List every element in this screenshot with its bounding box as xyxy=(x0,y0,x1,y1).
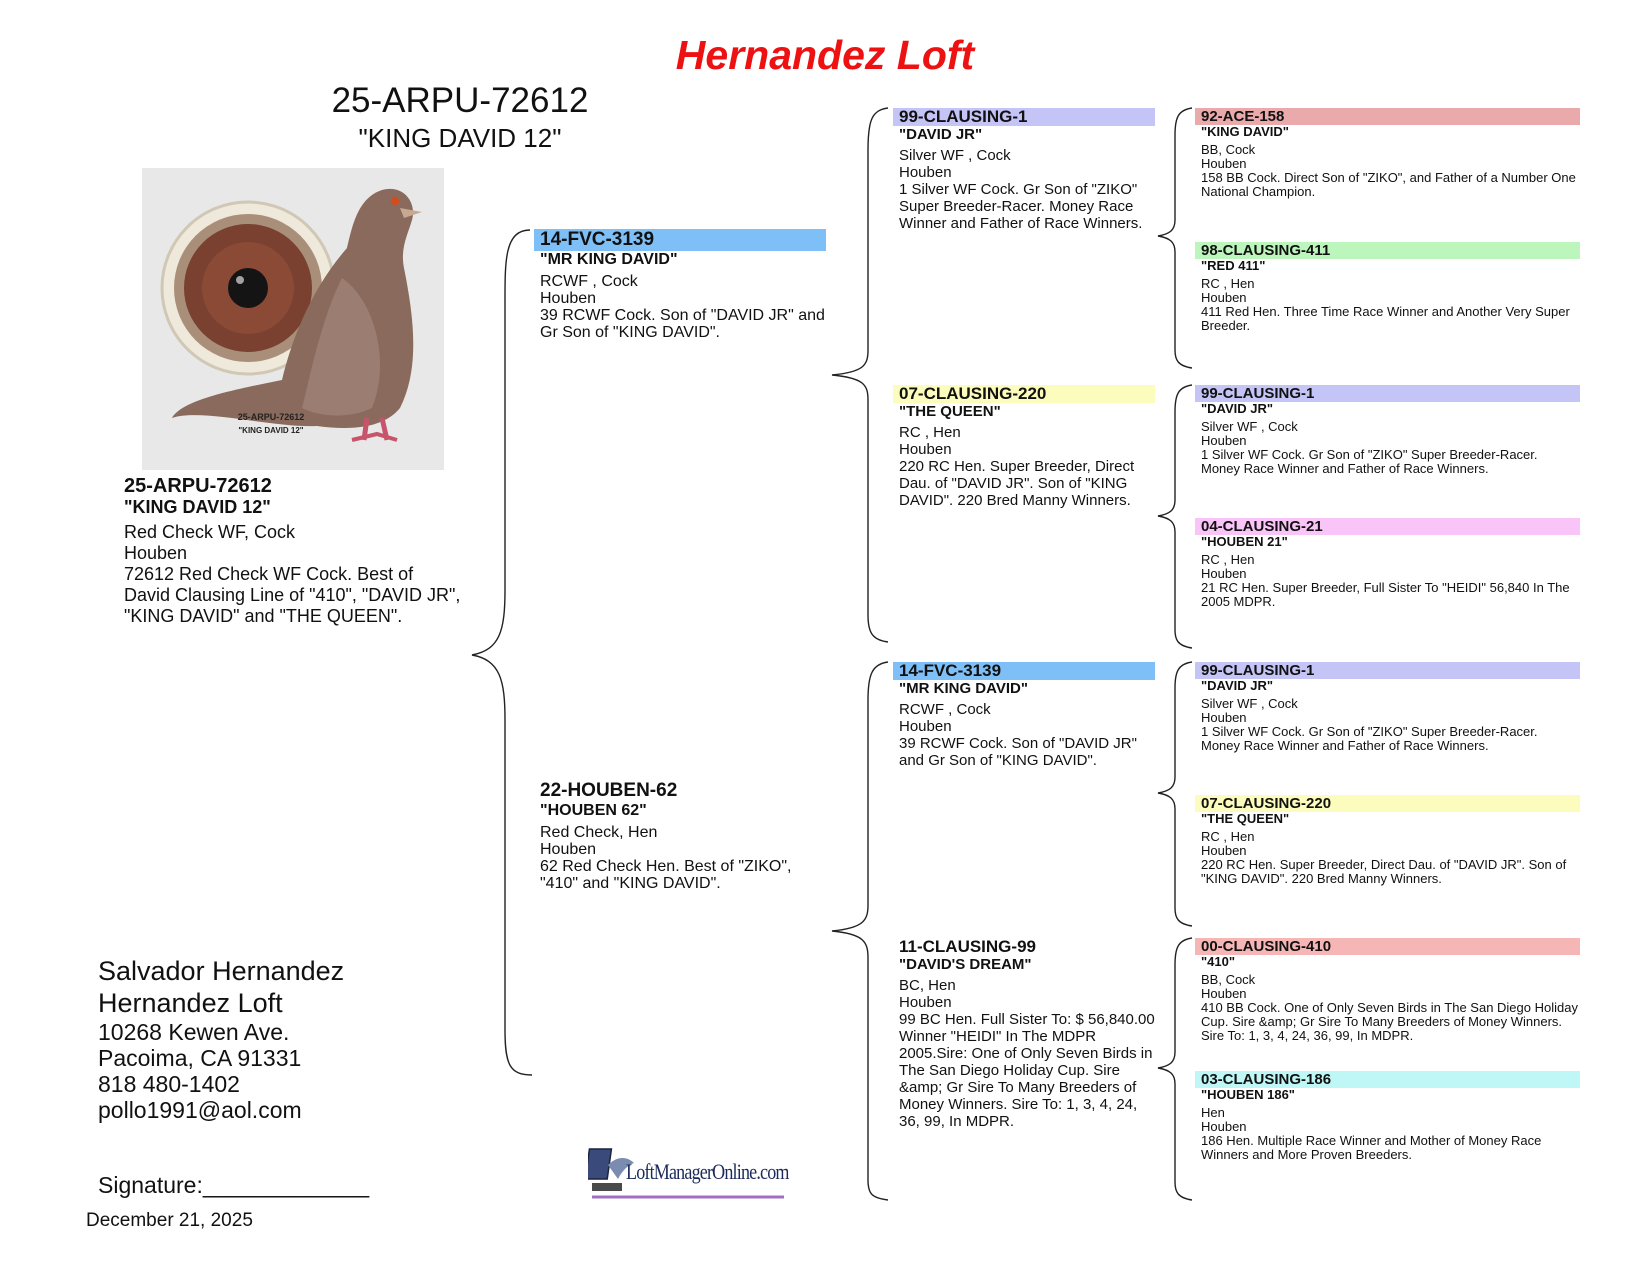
subject-breeder: Houben xyxy=(124,543,188,563)
owner-address: 10268 Kewen Ave. xyxy=(98,1019,290,1045)
owner-block xyxy=(98,955,498,1123)
great-grandparent-name: "DAVID JR" xyxy=(1201,678,1274,693)
grandparent-description: 1 Silver WF Cock. Gr Son of "ZIKO" Super Breeder-Racer. Money Race Winner and Father of Race Winners. xyxy=(899,181,1143,232)
great-grandparent-color-sex: RC , Hen xyxy=(1201,276,1255,291)
dam-name: "HOUBEN 62" xyxy=(540,802,647,819)
great-grandparent-breeder: Houben xyxy=(1201,710,1247,725)
grandparent-band: 11-CLAUSING-99 xyxy=(899,937,1036,956)
grandparent-description: 39 RCWF Cock. Son of "DAVID JR" and Gr Son of "KING DAVID". xyxy=(899,735,1137,769)
great-grandparent-name: "RED 411" xyxy=(1201,258,1266,273)
grandparent-breeder: Houben xyxy=(899,718,952,735)
great-grandparent-breeder: Houben xyxy=(1201,843,1247,858)
great-grandparent-breeder: Houben xyxy=(1201,566,1247,581)
great-grandparent-breeder: Houben xyxy=(1201,986,1247,1001)
great-grandparent-description: 410 BB Cock. One of Only Seven Birds in The San Diego Holiday Cup. Sire &amp; Gr Sire To Many Breeders of Money Winners. Sire To: 1, 3, 4, 24, 36, 99, In MDPR. xyxy=(1201,1000,1578,1043)
great-grandparent-color-sex: BB, Cock xyxy=(1201,142,1256,157)
great-grandparent-band: 00-CLAUSING-410 xyxy=(1195,938,1580,955)
owner-email: pollo1991@aol.com xyxy=(98,1097,302,1123)
subject-color-sex: Red Check WF, Cock xyxy=(124,522,296,542)
owner-phone: 818 480-1402 xyxy=(98,1071,240,1097)
grandparent-name: "DAVID'S DREAM" xyxy=(899,956,1032,973)
great-grandparent-color-sex: Hen xyxy=(1201,1105,1225,1120)
owner-city: Pacoima, CA 91331 xyxy=(98,1045,302,1071)
great-grandparent-breeder: Houben xyxy=(1201,433,1247,448)
grandparent-color-sex: RCWF , Cock xyxy=(899,701,991,718)
subject-band: 25-ARPU-72612 xyxy=(124,475,272,497)
great-grandparent-breeder: Houben xyxy=(1201,156,1247,171)
great-grandparent-description: 1 Silver WF Cock. Gr Son of "ZIKO" Super Breeder-Racer. Money Race Winner and Father of Race Winners. xyxy=(1201,724,1538,753)
dam-band: 22-HOUBEN-62 xyxy=(540,780,678,801)
subject-description: 72612 Red Check WF Cock. Best of David Clausing Line of "410", "DAVID JR", "KING DAVID" and "THE QUEEN". xyxy=(124,564,461,626)
great-grandparent-description: 21 RC Hen. Super Breeder, Full Sister To "HEIDI" 56,840 In The 2005 MDPR. xyxy=(1201,580,1570,609)
loft-title: Hernandez Loft xyxy=(675,32,975,78)
great-grandparent-name: "DAVID JR" xyxy=(1201,401,1274,416)
great-grandparent-color-sex: RC , Hen xyxy=(1201,552,1255,567)
great-grandparent-color-sex: BB, Cock xyxy=(1201,972,1256,987)
grandparent-breeder: Houben xyxy=(899,164,952,181)
sire-color-sex: RCWF , Cock xyxy=(540,273,638,290)
grandparent-name: "MR KING DAVID" xyxy=(899,680,1028,697)
great-grandparent-color-sex: Silver WF , Cock xyxy=(1201,419,1298,434)
owner-name: Salvador Hernandez xyxy=(98,956,345,986)
great-grandparent-name: "HOUBEN 21" xyxy=(1201,534,1288,549)
signature-line: Signature:_____________ xyxy=(98,1172,370,1198)
sire-band: 14-FVC-3139 xyxy=(534,229,826,251)
loftmanager-logo xyxy=(588,1145,788,1207)
subject-banner-name: "KING DAVID 12" xyxy=(358,123,562,153)
print-date: December 21, 2025 xyxy=(86,1210,253,1231)
grandparent-name: "THE QUEEN" xyxy=(899,403,1001,420)
grandparent-name: "DAVID JR" xyxy=(899,126,983,143)
owner-loft: Hernandez Loft xyxy=(98,988,283,1018)
great-grandparent-band: 99-CLAUSING-1 xyxy=(1195,385,1580,402)
great-grandparent-description: 1 Silver WF Cock. Gr Son of "ZIKO" Super Breeder-Racer. Money Race Winner and Father of Race Winners. xyxy=(1201,447,1538,476)
photo-label-name: "KING DAVID 12" xyxy=(238,426,304,435)
sire-description: 39 RCWF Cock. Son of "DAVID JR" and Gr Son of "KING DAVID". xyxy=(540,307,825,341)
great-grandparent-description: 158 BB Cock. Direct Son of "ZIKO", and Father of a Number One National Champion. xyxy=(1201,170,1576,199)
subject-name: "KING DAVID 12" xyxy=(124,497,271,517)
dam-breeder: Houben xyxy=(540,841,597,858)
grandparent-band: 07-CLAUSING-220 xyxy=(893,385,1155,403)
grandparent-color-sex: BC, Hen xyxy=(899,977,956,994)
dam-description: 62 Red Check Hen. Best of "ZIKO", "410" and "KING DAVID". xyxy=(540,858,792,892)
grandparent-color-sex: RC , Hen xyxy=(899,424,961,441)
great-grandparent-description: 186 Hen. Multiple Race Winner and Mother of Money Race Winners and More Proven Breeders. xyxy=(1201,1133,1542,1162)
grandparent-band: 14-FVC-3139 xyxy=(893,662,1155,680)
grandparent-description: 220 RC Hen. Super Breeder, Direct Dau. of "DAVID JR". Son of "KING DAVID". 220 Bred Manny Winners. xyxy=(899,458,1135,509)
sire-name: "MR KING DAVID" xyxy=(540,251,678,268)
sire-breeder: Houben xyxy=(540,290,597,307)
great-grandparent-name: "THE QUEEN" xyxy=(1201,811,1290,826)
grandparent-band: 99-CLAUSING-1 xyxy=(893,108,1155,126)
great-grandparent-band: 04-CLAUSING-21 xyxy=(1195,518,1580,535)
great-grandparent-band: 99-CLAUSING-1 xyxy=(1195,662,1580,679)
great-grandparent-name: "410" xyxy=(1201,954,1236,969)
great-grandparent-description: 411 Red Hen. Three Time Race Winner and Another Very Super Breeder. xyxy=(1201,304,1570,333)
photo-label-band: 25-ARPU-72612 xyxy=(237,412,305,422)
grandparent-description: 99 BC Hen. Full Sister To: $ 56,840.00 Winner "HEIDI" In The MDPR 2005.Sire: One of Only Seven Birds in The San Diego Holiday Cup. Sire &amp; Gr Sire To Many Breeders of Money Winners. Sire To: 1, 3, 4, 24, 36, 99, In MDPR. xyxy=(899,1011,1155,1130)
great-grandparent-color-sex: RC , Hen xyxy=(1201,829,1255,844)
great-grandparent-band: 98-CLAUSING-411 xyxy=(1195,242,1580,259)
great-grandparent-band: 03-CLAUSING-186 xyxy=(1195,1071,1580,1088)
subject-banner-band: 25-ARPU-72612 xyxy=(331,81,589,120)
grandparent-color-sex: Silver WF , Cock xyxy=(899,147,1011,164)
great-grandparent-breeder: Houben xyxy=(1201,1119,1247,1134)
great-grandparent-band: 07-CLAUSING-220 xyxy=(1195,795,1580,812)
great-grandparent-band: 92-ACE-158 xyxy=(1195,108,1580,125)
grandparent-breeder: Houben xyxy=(899,994,952,1011)
logo-text: LoftManagerOnline.com xyxy=(626,1159,789,1184)
great-grandparent-color-sex: Silver WF , Cock xyxy=(1201,696,1298,711)
great-grandparent-name: "KING DAVID" xyxy=(1201,124,1289,139)
great-grandparent-description: 220 RC Hen. Super Breeder, Direct Dau. of "DAVID JR". Son of "KING DAVID". 220 Bred Manny Winners. xyxy=(1201,857,1567,886)
dam-color-sex: Red Check, Hen xyxy=(540,824,658,841)
great-grandparent-name: "HOUBEN 186" xyxy=(1201,1087,1295,1102)
grandparent-breeder: Houben xyxy=(899,441,952,458)
great-grandparent-breeder: Houben xyxy=(1201,290,1247,305)
